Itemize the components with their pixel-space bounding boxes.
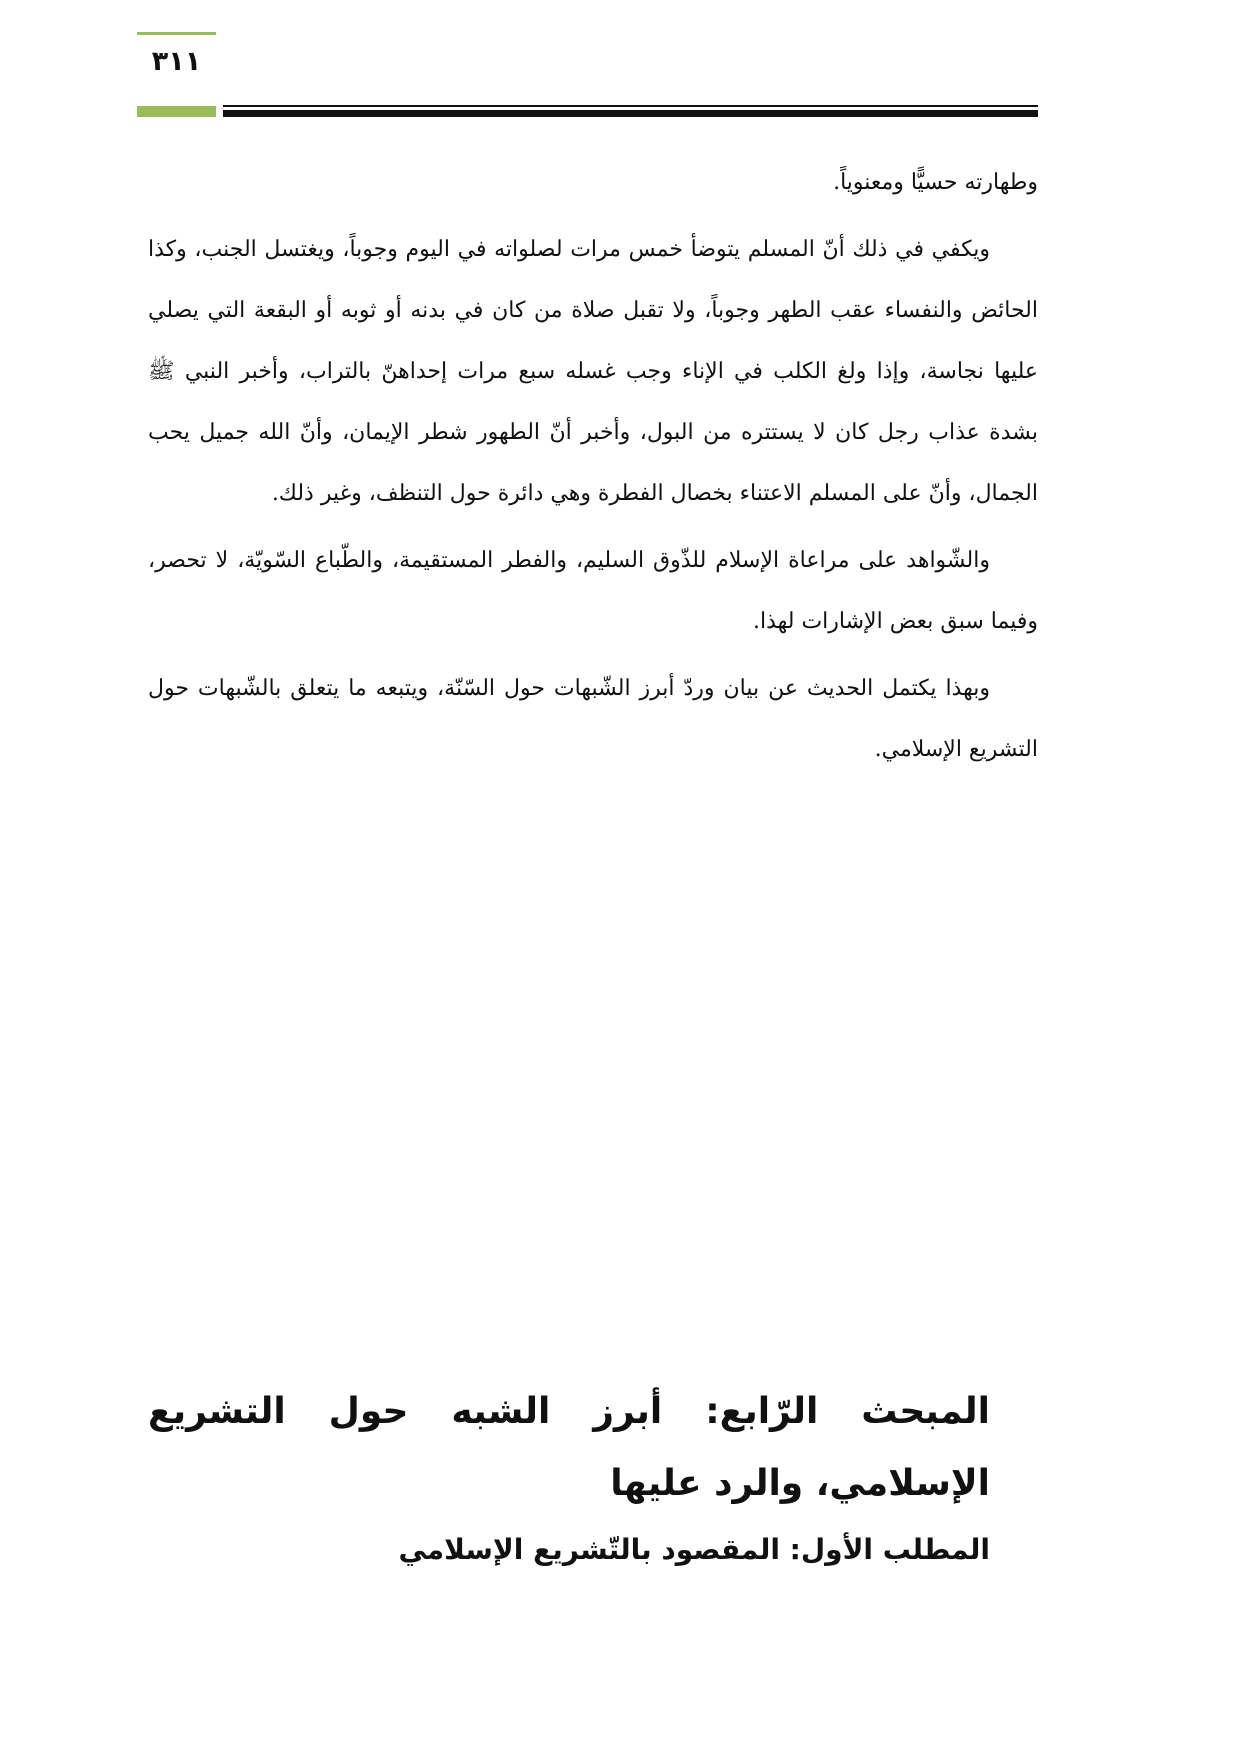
header-accent-bar <box>137 106 216 117</box>
body-text <box>148 152 1038 786</box>
header-rule-thick <box>223 110 1038 117</box>
paragraph-continuation: وطهارته حسيًّا ومعنوياً. <box>833 170 1038 195</box>
page-number: ٣١١ <box>151 46 202 77</box>
paragraph: ويكفي في ذلك أنّ المسلم يتوضأ خمس مرات لصلواته في اليوم وجوباً، ويغتسل الجنب، وكذا الحائض والنفساء عقب الطهر وجوباً، ولا تقبل صلاة من كان في بدنه أو ثوبه أو البقعة التي يصلي عليها نجاسة، وإذا ولغ الكلب في الإناء وجب غسله سبع مرات إحداهنّ بالتراب، وأخبر النبي ﷺ بشدة عذاب رجل كان لا يستتره من البول، وأخبر أنّ الطهور شطر الإيمان، وأنّ الله جميل يحب الجمال، وأنّ على المسلم الاعتناء بخصال الفطرة وهي دائرة حول التنظف، وغير ذلك. <box>148 237 1038 506</box>
section-heading: المبحث الرّابع: أبرز الشبه حول التشريع الإسلامي، والرد عليها <box>148 1391 990 1504</box>
header-top-accent-line <box>137 32 216 35</box>
paragraph: وبهذا يكتمل الحديث عن بيان وردّ أبرز الشّبهات حول السّنّة، ويتبعه ما يتعلق بالشّبهات حول التشريع الإسلامي. <box>148 676 1038 762</box>
paragraph: والشّواهد على مراعاة الإسلام للذّوق السليم، والفطر المستقيمة، والطّباع السّويّة، لا تحصر، وفيما سبق بعض الإشارات لهذا. <box>148 548 1038 634</box>
header-rule-thin <box>223 105 1038 107</box>
subsection-heading: المطلب الأول: المقصود بالتّشريع الإسلامي <box>398 1533 990 1566</box>
